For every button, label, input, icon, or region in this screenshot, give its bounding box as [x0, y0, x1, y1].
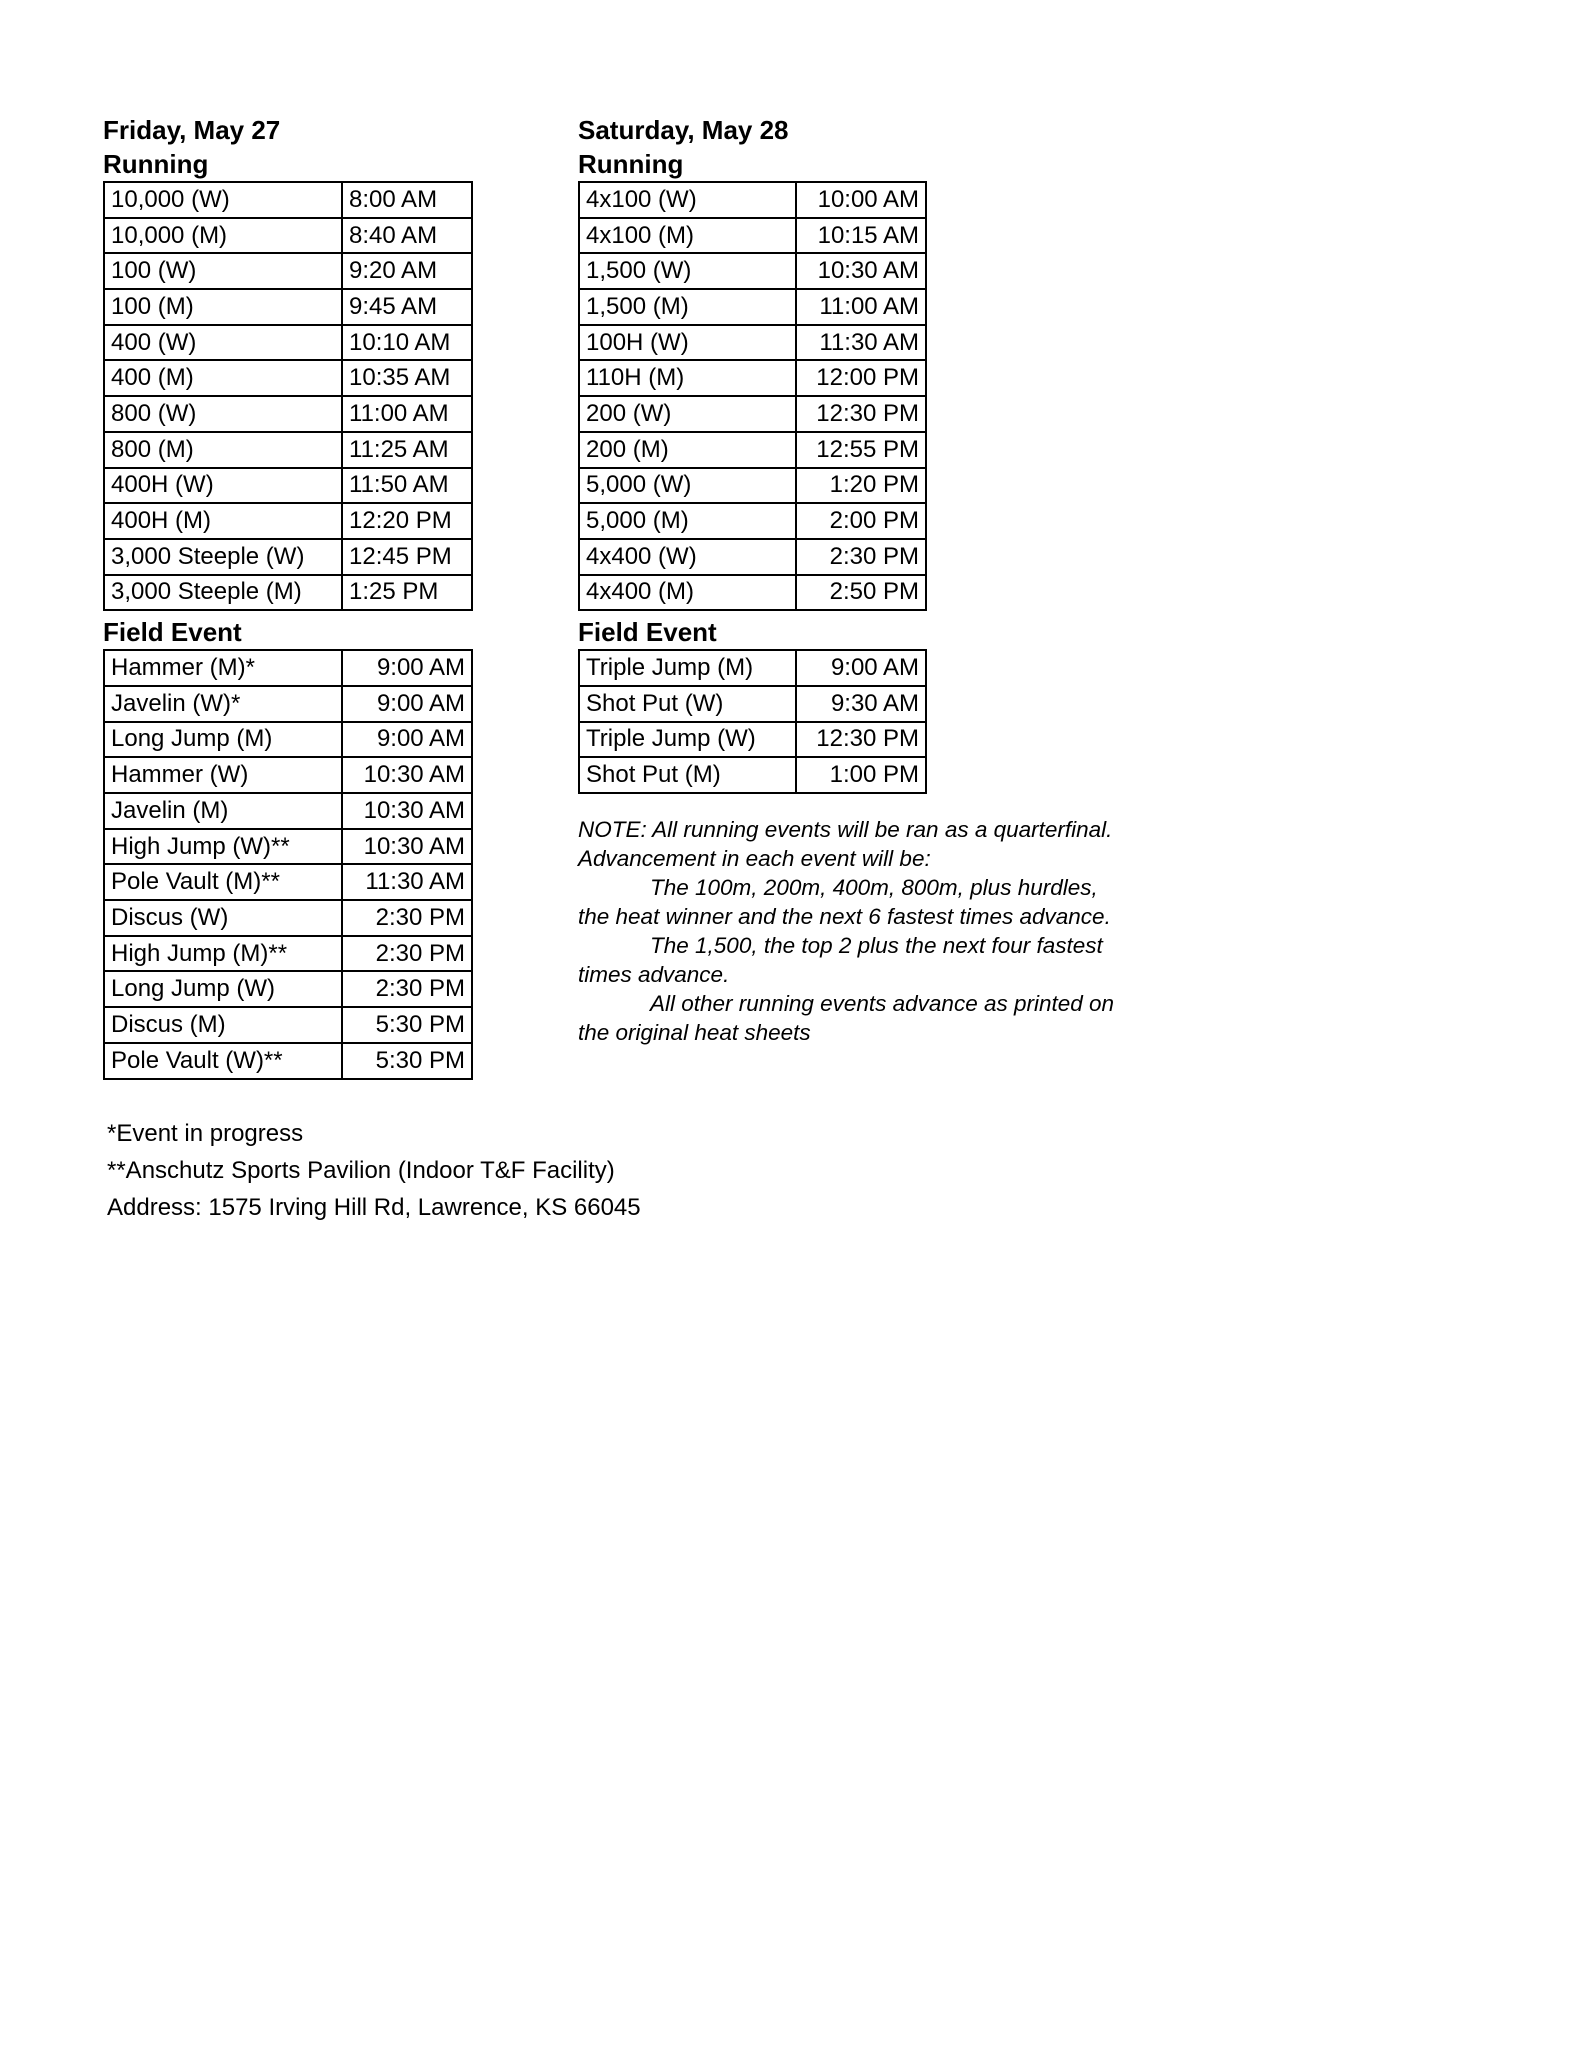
table-row [579, 432, 926, 468]
time-cell: 9:30 AM [796, 686, 926, 722]
note-paragraph: All other running events advance as printed on the original heat sheets [578, 991, 1115, 1045]
saturday-field-label: Field Event [578, 617, 717, 648]
table-row [104, 360, 472, 396]
event-cell: 100 (W) [104, 253, 342, 289]
event-cell: 4x100 (W) [579, 182, 796, 218]
table-row [579, 722, 926, 758]
table-row [579, 360, 926, 396]
table-row [579, 182, 926, 218]
time-cell: 8:40 AM [342, 218, 472, 254]
table-row [579, 253, 926, 289]
time-cell: 9:00 AM [342, 650, 472, 686]
table-row [104, 432, 472, 468]
time-cell: 5:30 PM [342, 1007, 472, 1043]
event-cell: Javelin (M) [104, 793, 342, 829]
event-cell: 4x400 (M) [579, 575, 796, 611]
table-row [104, 503, 472, 539]
saturday-title: Saturday, May 28 [578, 115, 789, 145]
time-cell: 2:30 PM [342, 936, 472, 972]
time-cell: 5:30 PM [342, 1043, 472, 1079]
table-row [579, 686, 926, 722]
event-cell: High Jump (W)** [104, 829, 342, 865]
time-cell: 12:30 PM [796, 396, 926, 432]
table-row [104, 289, 472, 325]
table-row [104, 864, 472, 900]
event-cell: Triple Jump (M) [579, 650, 796, 686]
time-cell: 1:20 PM [796, 468, 926, 504]
time-cell: 10:35 AM [342, 360, 472, 396]
time-cell: 11:30 AM [796, 325, 926, 361]
table-row [579, 218, 926, 254]
event-cell: 10,000 (M) [104, 218, 342, 254]
event-cell: 200 (M) [579, 432, 796, 468]
time-cell: 12:55 PM [796, 432, 926, 468]
table-row [104, 650, 472, 686]
event-cell: 10,000 (W) [104, 182, 342, 218]
time-cell: 10:15 AM [796, 218, 926, 254]
table-row [104, 575, 472, 611]
table-row [579, 289, 926, 325]
time-cell: 8:00 AM [342, 182, 472, 218]
table-row [104, 1043, 472, 1079]
friday-field-table [103, 649, 473, 1079]
time-cell: 12:20 PM [342, 503, 472, 539]
time-cell: 9:00 AM [342, 722, 472, 758]
time-cell: 2:00 PM [796, 503, 926, 539]
friday-title: Friday, May 27 [103, 115, 281, 145]
table-row [104, 539, 472, 575]
time-cell: 11:50 AM [342, 468, 472, 504]
table-row [104, 971, 472, 1007]
time-cell: 10:30 AM [342, 757, 472, 793]
event-cell: 400H (M) [104, 503, 342, 539]
note-paragraph: The 1,500, the top 2 plus the next four fastest times advance. [578, 933, 1103, 987]
advancement-note [578, 815, 1118, 1047]
time-cell: 2:30 PM [796, 539, 926, 575]
table-row [104, 829, 472, 865]
event-cell: 110H (M) [579, 360, 796, 396]
time-cell: 1:00 PM [796, 757, 926, 793]
event-cell: 400H (W) [104, 468, 342, 504]
event-cell: 400 (M) [104, 360, 342, 396]
event-cell: Hammer (W) [104, 757, 342, 793]
event-cell: Discus (W) [104, 900, 342, 936]
saturday-column [578, 112, 1118, 1047]
event-cell: Triple Jump (W) [579, 722, 796, 758]
table-row [579, 468, 926, 504]
time-cell: 10:30 AM [342, 793, 472, 829]
footer-address: Address: 1575 Irving Hill Rd, Lawrence, KS 66045 [107, 1194, 641, 1221]
event-cell: Shot Put (W) [579, 686, 796, 722]
event-cell: 4x100 (M) [579, 218, 796, 254]
event-cell: 3,000 Steeple (W) [104, 539, 342, 575]
time-cell: 9:00 AM [342, 686, 472, 722]
event-cell: 100H (W) [579, 325, 796, 361]
time-cell: 9:20 AM [342, 253, 472, 289]
event-cell: Hammer (M)* [104, 650, 342, 686]
event-cell: 5,000 (M) [579, 503, 796, 539]
time-cell: 2:30 PM [342, 971, 472, 1007]
table-row [104, 900, 472, 936]
time-cell: 10:30 AM [796, 253, 926, 289]
saturday-running-label: Running [578, 149, 684, 179]
footer-pavilion: **Anschutz Sports Pavilion (Indoor T&F Facility) [107, 1157, 615, 1184]
table-row [104, 325, 472, 361]
event-cell: 1,500 (W) [579, 253, 796, 289]
event-cell: Shot Put (M) [579, 757, 796, 793]
time-cell: 10:10 AM [342, 325, 472, 361]
time-cell: 9:00 AM [796, 650, 926, 686]
table-row [104, 182, 472, 218]
time-cell: 11:25 AM [342, 432, 472, 468]
table-row [104, 936, 472, 972]
time-cell: 10:00 AM [796, 182, 926, 218]
event-cell: High Jump (M)** [104, 936, 342, 972]
note-paragraph: NOTE: All running events will be ran as a quarterfinal. Advancement in each event will be: [578, 817, 1113, 871]
friday-field-label: Field Event [103, 617, 242, 648]
event-cell: Pole Vault (W)** [104, 1043, 342, 1079]
event-cell: Pole Vault (M)** [104, 864, 342, 900]
time-cell: 12:00 PM [796, 360, 926, 396]
event-cell: 200 (W) [579, 396, 796, 432]
footer-legend [107, 1115, 641, 1226]
time-cell: 1:25 PM [342, 575, 472, 611]
table-row [104, 686, 472, 722]
table-row [104, 793, 472, 829]
friday-column [103, 112, 473, 1080]
table-row [104, 253, 472, 289]
time-cell: 10:30 AM [342, 829, 472, 865]
table-row [579, 539, 926, 575]
event-cell: 100 (M) [104, 289, 342, 325]
table-row [104, 396, 472, 432]
table-row [104, 218, 472, 254]
event-cell: Long Jump (M) [104, 722, 342, 758]
table-row [579, 325, 926, 361]
table-row [104, 468, 472, 504]
time-cell: 2:50 PM [796, 575, 926, 611]
table-row [104, 757, 472, 793]
event-cell: 4x400 (W) [579, 539, 796, 575]
event-cell: Long Jump (W) [104, 971, 342, 1007]
time-cell: 9:45 AM [342, 289, 472, 325]
time-cell: 12:45 PM [342, 539, 472, 575]
friday-running-label: Running [103, 149, 209, 179]
table-row [579, 575, 926, 611]
event-cell: 400 (W) [104, 325, 342, 361]
event-cell: Discus (M) [104, 1007, 342, 1043]
time-cell: 11:00 AM [796, 289, 926, 325]
saturday-field-table [578, 649, 927, 794]
note-paragraph: The 100m, 200m, 400m, 800m, plus hurdles, the heat winner and the next 6 fastest times advance. [578, 875, 1111, 929]
time-cell: 2:30 PM [342, 900, 472, 936]
table-row [579, 650, 926, 686]
event-cell: 800 (W) [104, 396, 342, 432]
time-cell: 11:00 AM [342, 396, 472, 432]
table-row [104, 1007, 472, 1043]
event-cell: 5,000 (W) [579, 468, 796, 504]
table-row [579, 757, 926, 793]
table-row [104, 722, 472, 758]
time-cell: 12:30 PM [796, 722, 926, 758]
footer-event-in-progress: *Event in progress [107, 1120, 304, 1147]
event-cell: Javelin (W)* [104, 686, 342, 722]
table-row [579, 503, 926, 539]
saturday-running-table [578, 181, 927, 611]
event-cell: 1,500 (M) [579, 289, 796, 325]
event-cell: 3,000 Steeple (M) [104, 575, 342, 611]
time-cell: 11:30 AM [342, 864, 472, 900]
friday-running-table [103, 181, 473, 611]
table-row [579, 396, 926, 432]
event-cell: 800 (M) [104, 432, 342, 468]
